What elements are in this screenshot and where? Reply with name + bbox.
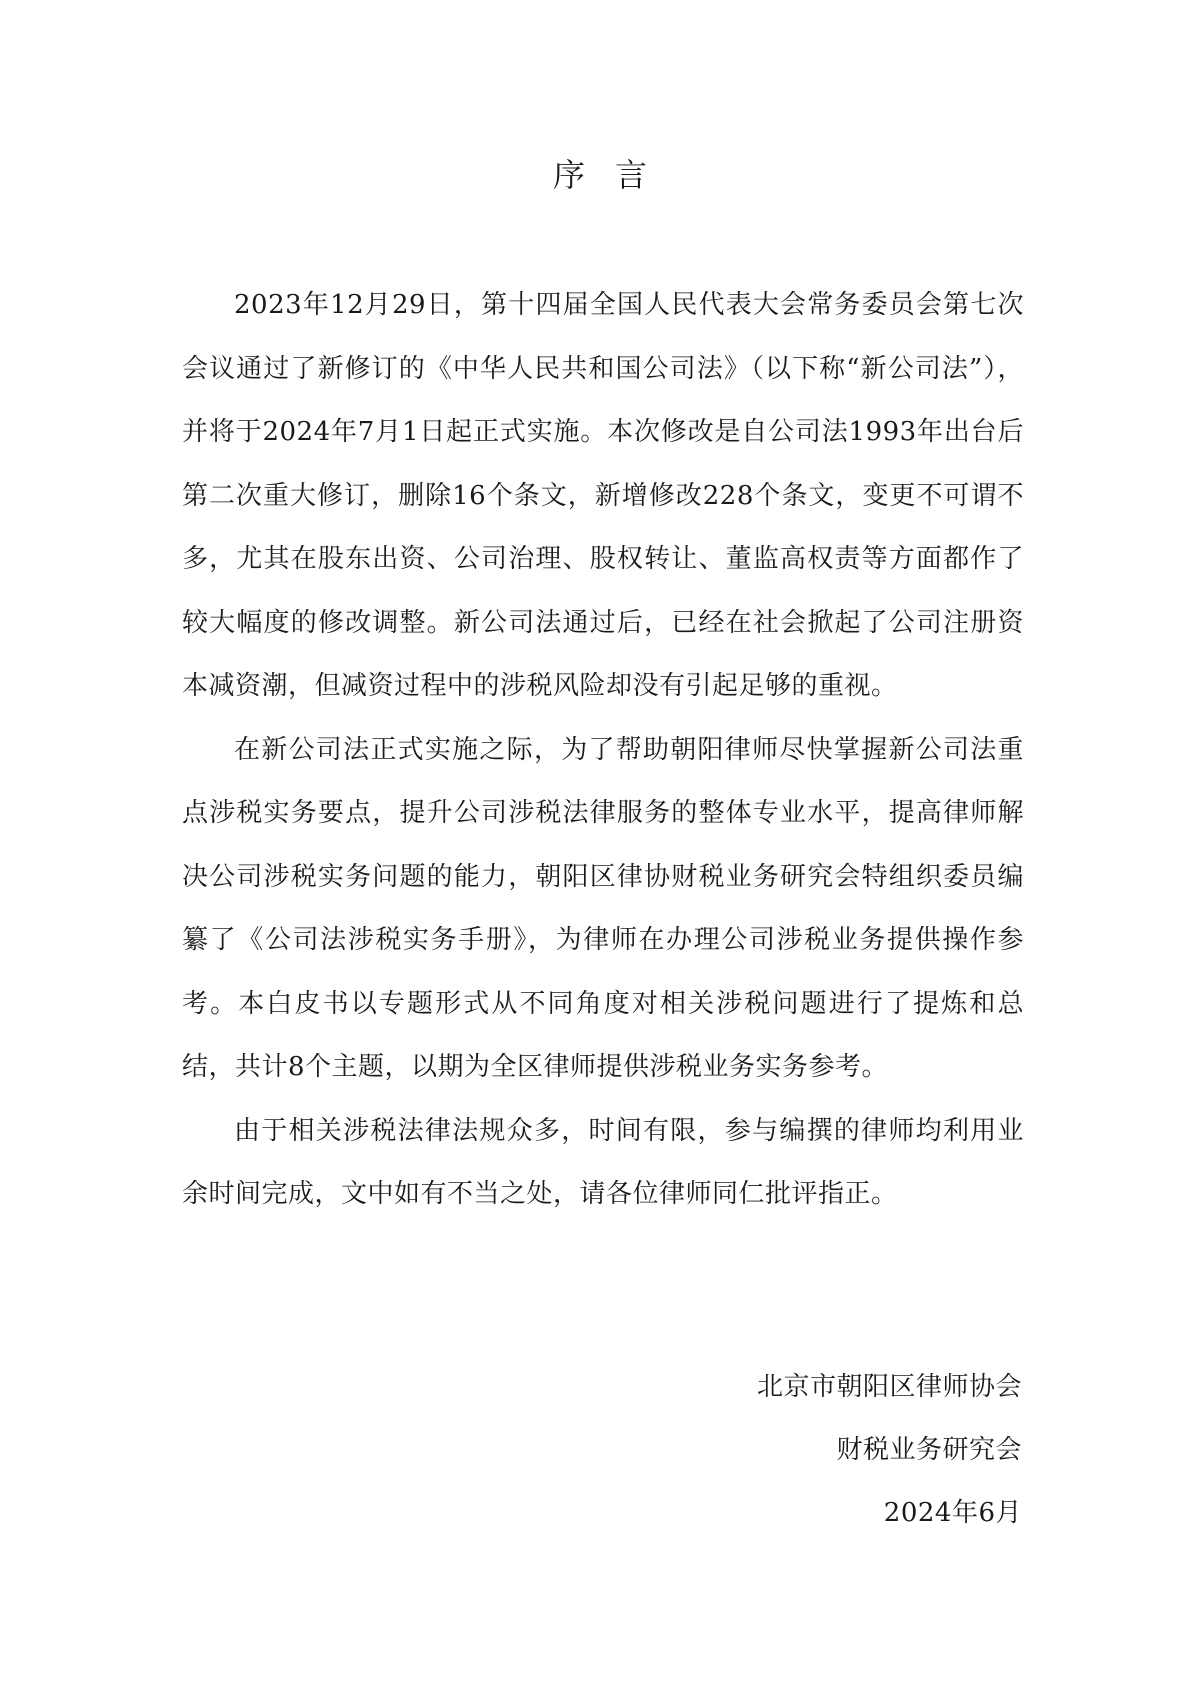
signature-block — [757, 1356, 1022, 1545]
page-title: 序言 — [552, 156, 677, 194]
paragraph-2: 在新公司法正式实施之际，为了帮助朝阳律师尽快掌握新公司法重点涉税实务要点，提升公司涉税法律服务的整体专业水平，提高律师解决公司涉税实务问题的能力，朝阳区律协财税业务研究会特组织委员编纂了《公司法涉税实务手册》，为律师在办理公司涉税业务提供操作参考。本白皮书以专题形式从不同角度对相关涉税问题进行了提炼和总结，共计8个主题，以期为全区律师提供涉税业务实务参考。 — [182, 734, 1024, 1082]
signature-date: 2024年6月 — [883, 1498, 1022, 1528]
signature-department: 财税业务研究会 — [836, 1435, 1022, 1465]
paragraph-3: 由于相关涉税法律法规众多，时间有限，参与编撰的律师均利用业余时间完成，文中如有不当之处，请各位律师同仁批评指正。 — [182, 1115, 1024, 1209]
signature-organization: 北京市朝阳区律师协会 — [756, 1372, 1022, 1402]
body-text — [182, 274, 1024, 1227]
paragraph-1: 2023年12月29日，第十四届全国人民代表大会常务委员会第七次会议通过了新修订的《中华人民共和国公司法》（以下称“新公司法”），并将于2024年7月1日起正式实施。本次修改是自公司法1993年出台后第二次重大修订，删除16个条文，新增修改228个条文，变更不可谓不多，尤其在股东出资、公司治理、股权转让、董监高权责等方面都作了较大幅度的修改调整。新公司法通过后，已经在社会掀起了公司注册资本减资潮，但减资过程中的涉税风险却没有引起足够的重视。 — [182, 290, 1024, 701]
